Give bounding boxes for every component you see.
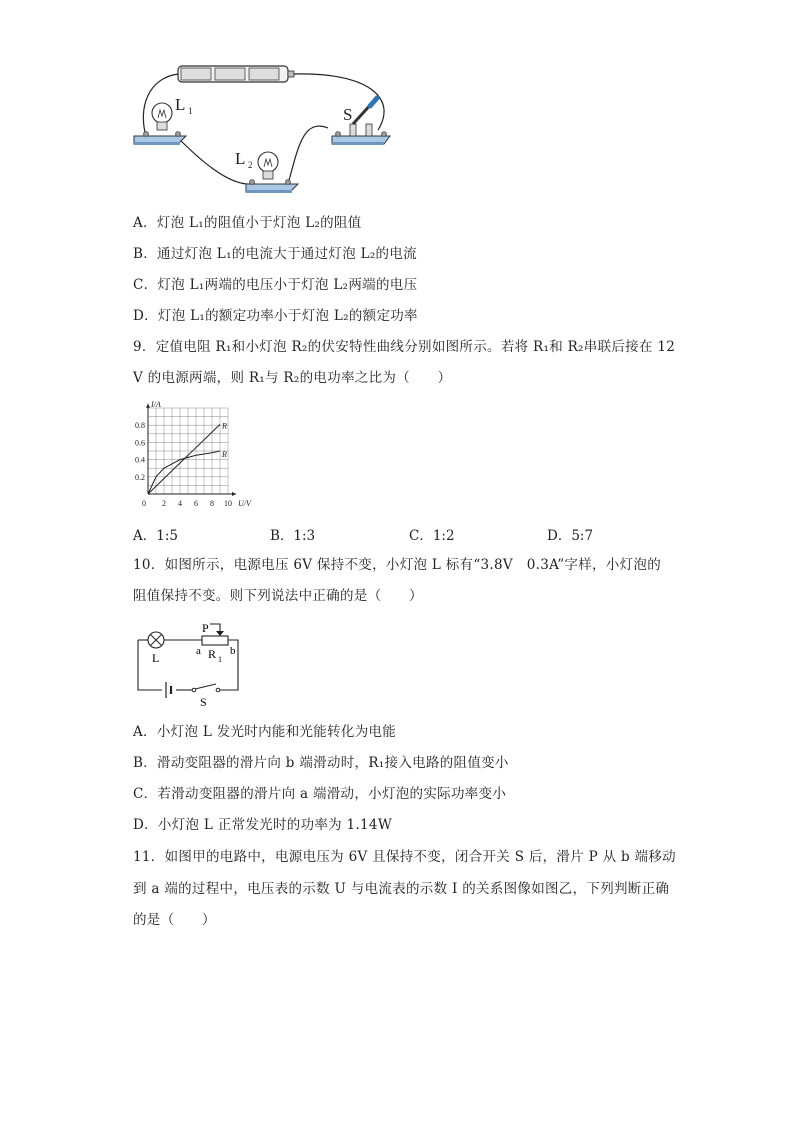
battery-pack-icon <box>178 66 294 82</box>
label-r: R <box>208 647 217 661</box>
q11-stem-line2: 到 a 端的过程中，电压表的示数 U 与电流表的示数 I 的关系图像如图乙，下列判断正确 <box>133 881 670 897</box>
q9-option-d: D．5:7 <box>547 528 594 544</box>
x-tick-label: 10 <box>224 499 232 508</box>
x-tick-label: 2 <box>162 499 166 508</box>
q10-option-b: B．滑动变阻器的滑片向 b 端滑动时，R₁接入电路的阻值变小 <box>133 755 509 771</box>
chart-series <box>148 424 220 494</box>
label-s: S <box>343 105 353 124</box>
y-tick-label: 0.6 <box>135 438 145 448</box>
q8-option-c: C．灯泡 L₁两端的电压小于灯泡 L₂两端的电压 <box>133 277 418 293</box>
q10-circuit-figure <box>130 618 246 708</box>
y-tick-label: 0.4 <box>135 455 145 465</box>
label-l1-sub: 1 <box>188 106 193 116</box>
q10-option-c: C．若滑动变阻器的滑片向 a 端滑动，小灯泡的实际功率变小 <box>133 786 507 802</box>
y-axis-arrow-icon <box>146 404 150 408</box>
label-l1: L <box>175 95 186 114</box>
y-tick-label: 0.2 <box>135 472 145 482</box>
q11-stem-line3: 的是（ ） <box>133 912 216 928</box>
q10-stem-line1: 10．如图所示，电源电压 6V 保持不变，小灯泡 L 标有“3.8V 0.3A”字样，小灯泡的 <box>133 557 662 573</box>
q9-stem-line2: V 的电源两端，则 R₁与 R₂的电功率之比为（ ） <box>133 370 452 386</box>
lamp-icon <box>148 632 164 648</box>
q11-stem-line1: 11．如图甲的电路中，电源电压为 6V 且保持不变，闭合开关 S 后，滑片 P 从 b 端移动 <box>133 849 676 865</box>
switch-s-icon <box>332 98 390 145</box>
x-tick-label: 8 <box>210 499 214 508</box>
label-l2-sub: 2 <box>248 160 253 170</box>
x-tick-label: 4 <box>178 499 182 508</box>
q9-stem-line1: 9．定值电阻 R₁和小灯泡 R₂的伏安特性曲线分别如图所示。若将 R₁和 R₂串联后接在 12 <box>133 339 676 355</box>
label-a: a <box>196 645 201 657</box>
q8-option-d: D．灯泡 L₁的额定功率小于灯泡 L₂的额定功率 <box>133 308 418 324</box>
battery-icon <box>166 682 171 698</box>
chart-labels <box>135 400 252 508</box>
q10-option-a: A．小灯泡 L 发光时内能和光能转化为电能 <box>133 724 397 740</box>
label-b: b <box>230 645 236 657</box>
series-label-r2: R <box>222 450 227 459</box>
bulb-l2-icon <box>246 152 298 193</box>
y-tick-label: 0.8 <box>135 421 145 431</box>
y-axis-label: I/A <box>151 400 161 409</box>
series-line-r1 <box>148 424 220 494</box>
q10-option-d: D．小灯泡 L 正常发光时的功率为 1.14W <box>133 817 392 833</box>
q10-stem-line2: 阻值保持不变。则下列说法中正确的是（ ） <box>133 588 423 604</box>
q8-option-b: B．通过灯泡 L₁的电流大于通过灯泡 L₂的电流 <box>133 246 417 262</box>
q8-circuit-figure <box>128 58 398 198</box>
x-axis-label: U/V <box>238 499 251 508</box>
series-line-r2 <box>148 451 220 494</box>
label-l: L <box>152 651 160 665</box>
q8-option-a: A．灯泡 L₁的阻值小于灯泡 L₂的阻值 <box>133 215 362 231</box>
chart-grid <box>148 408 228 494</box>
q9-option-a: A．1:5 <box>133 528 178 544</box>
q9-option-b: B．1:3 <box>270 528 316 544</box>
label-s: S <box>200 695 207 708</box>
switch-icon <box>192 684 220 692</box>
label-l2: L <box>235 149 246 168</box>
x-tick-label: 6 <box>194 499 198 508</box>
label-p: P <box>202 621 209 635</box>
origin-label: 0 <box>142 499 146 508</box>
q9-option-c: C．1:2 <box>409 528 455 544</box>
label-r-sub: 1 <box>218 655 222 664</box>
x-axis-arrow-icon <box>232 492 236 496</box>
q9-iv-chart <box>128 398 268 513</box>
series-label-r1: R <box>222 421 227 431</box>
